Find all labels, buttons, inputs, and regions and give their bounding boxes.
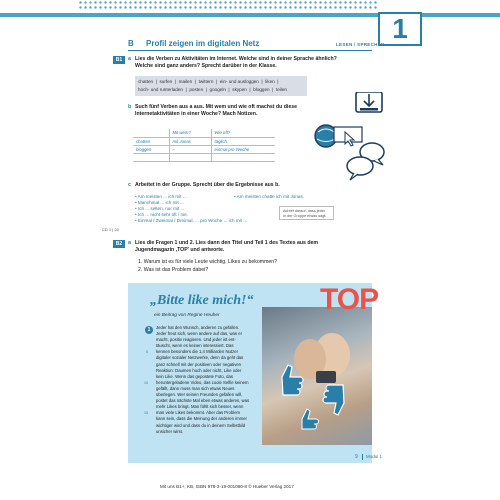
section-letter: B [128, 39, 134, 48]
download-icon [356, 92, 382, 112]
notes-row [133, 145, 275, 153]
thumbs-down-icon [323, 385, 344, 415]
article-byline: ein Beitrag von Regine Heuber [154, 313, 220, 318]
question-list [138, 258, 378, 274]
notes-cell [169, 153, 211, 161]
dot-pattern [78, 0, 378, 10]
task-badge-b1: B1 [113, 56, 125, 64]
article-text [156, 325, 262, 435]
section-tags: LESEN / SPRECHEN [336, 42, 385, 47]
globe-cursor-icon [315, 125, 362, 147]
article-line: Reaktion: Daumen hoch oder nicht, Like oder [156, 367, 242, 373]
article-line: digitaler sozialer Netzwerke, denn da geht das [156, 355, 244, 361]
task-b2-a-text [135, 240, 375, 254]
task-b1-a-line2: Welche sind ganz anders? Sprecht darüber in der Klasse. [135, 63, 277, 69]
verb-words-line2: hoch- und runterladen ❘ posten ❘ googeln ❘ skypen ❘ bloggen ❘ teilen [138, 87, 287, 92]
article-line: heruntergeladene Video, das coole Selfie keinem [156, 379, 249, 385]
notes-table [133, 129, 275, 161]
phrase-item: • Ich ... selten, nur mit ... [135, 206, 185, 212]
task-b1-b-line2: Internetaktivitäten in einer Woche? Mach Notizen. [135, 111, 258, 117]
task-b1-a-label: a [128, 56, 132, 62]
audio-track-label: CD 1 | 20 [102, 227, 119, 232]
article-line: Jeder hat den Wunsch, anderen zu gefallen. [156, 325, 240, 330]
page-number: 9 [355, 454, 358, 460]
notes-cell: chatten [133, 137, 169, 145]
footer-credit: Mit uns B1+, KB, ISBN 978-3-19-001060-8 © Hueber Verlag 2017 [160, 484, 294, 489]
task-badge-b2: B2 [113, 240, 125, 248]
article-line: kann sein, dass die Meinung der anderen immer [156, 416, 247, 422]
article-photo [262, 307, 372, 445]
task-b1-b-line1: Such fünf Verben aus a aus. Mit wem und wie oft machst du diese [135, 104, 297, 110]
phrase-example: • Am meisten chatte ich mit Jonas. [234, 194, 305, 199]
notes-row [133, 137, 275, 145]
part-number-badge: 1 [145, 326, 153, 334]
top-accent-bar [0, 13, 500, 17]
notes-cell: einmal pro Woche [211, 145, 275, 153]
footer-divider [362, 454, 363, 460]
thumbs-up-small-icon [302, 409, 319, 429]
verb-words-line1: chatten ❘ surfen ❘ mailen ❘ twittern ❘ ein- und ausloggen ❘ liken ❘ [138, 79, 280, 84]
article-line: täuscht, wenn es keinen interessiert. Das [156, 343, 234, 349]
notes-row [133, 153, 275, 161]
notes-cell [133, 153, 169, 161]
task-b1-a-line1: Lies die Verben zu Aktivitäten im Internet. Welche sind in deiner Sprache ähnlich? [135, 56, 337, 62]
tip-note [279, 206, 334, 220]
task-b1-a-text [135, 56, 375, 70]
verb-word-box [135, 76, 307, 96]
task-b2-a-label: a [128, 240, 132, 246]
notes-cell: Mit wem? [169, 129, 211, 137]
question-item: 2. Was ist das Problem dabei? [138, 267, 209, 273]
phrase-item: • Ich ... nicht sehr oft / nie. [135, 212, 188, 218]
task-b2-a-line2: Jugendmagazin ,TOP' und antworte. [135, 247, 225, 253]
article-title: „Bitte like mich!“ [150, 293, 254, 308]
article-line: Jeder freut sich, wenn andere auf das, was er [156, 331, 242, 337]
task-b2-a-line1: Lies die Fragen 1 und 2. Lies dann den Titel und Teil 1 des Textes aus dem [135, 240, 319, 246]
phrase-item: • Einmal / Zweimal / Dreimal, ... pro Woche ... ich mit ... [135, 218, 248, 224]
notes-cell: Wie oft? [211, 129, 275, 137]
article-line: man viele Likes bekommt. Aber das Problem [156, 410, 241, 416]
notes-cell [211, 153, 275, 161]
article-line: mehr Likes bringt. Man fühlt sich besser, wenn [156, 404, 244, 410]
magazine-logo: TOP [320, 283, 379, 316]
section-rule [128, 50, 372, 51]
task-b1-c-text: Arbeitet in der Gruppe. Sprecht über die Ergebnisse aus b. [135, 182, 280, 188]
article-line: postet das nächste Mal eben etwas anderes, was [156, 398, 250, 404]
article-line: kein Like. Wenn das gepostete Foto, das [156, 373, 233, 379]
task-b1-b-text [135, 104, 335, 118]
question-item: 1. Warum ist es für viele Leute wichtig, Likes zu bekommen? [138, 259, 278, 265]
phrase-item: • Am meisten ... ich mit ... [135, 194, 187, 199]
line-number: 10 [144, 381, 148, 385]
article-line: ganz schnell mit der positiven oder negativen [156, 361, 242, 367]
article-line: überlegen. Wer seinen Freunden gefallen will, [156, 392, 243, 398]
chat-bubbles-icon [347, 143, 384, 180]
article-line: wichtiger wird und dass du in deinem Selbstbild [156, 422, 246, 428]
notes-cell: bloggen [133, 145, 169, 153]
notes-row [133, 129, 275, 137]
article-line: unsicher wirst. [156, 428, 184, 434]
article-line: kennen besonders die 1,4 Milliarden Nutzer [156, 349, 238, 355]
chapter-number: 1 [378, 12, 422, 46]
article-line: gefällt, dann muss man sich etwas Neues [156, 385, 235, 391]
notes-cell: – [169, 145, 211, 153]
notes-cell: mit Jonas [169, 137, 211, 145]
selfie-thumbs-illustration [262, 307, 372, 445]
module-label: Modul 1 [366, 454, 383, 459]
tip-note-line2: in der Gruppe etwas sagt. [283, 213, 327, 218]
notes-cell [133, 129, 169, 137]
line-number: 5 [146, 350, 148, 354]
phrase-item: • Manchmal ... ich mit ... [135, 200, 184, 206]
task-b1-b-label: b [128, 104, 132, 110]
section-title: Profil zeigen im digitalen Netz [146, 39, 260, 48]
article-line: macht, positiv reagieren. Und jeder ist ent- [156, 337, 236, 343]
line-number: 15 [144, 411, 148, 415]
task-b1-c-label: c [128, 182, 132, 188]
tip-note-line1: Achtet darauf, dass jeder [283, 209, 326, 213]
notes-cell: täglich [211, 137, 275, 145]
